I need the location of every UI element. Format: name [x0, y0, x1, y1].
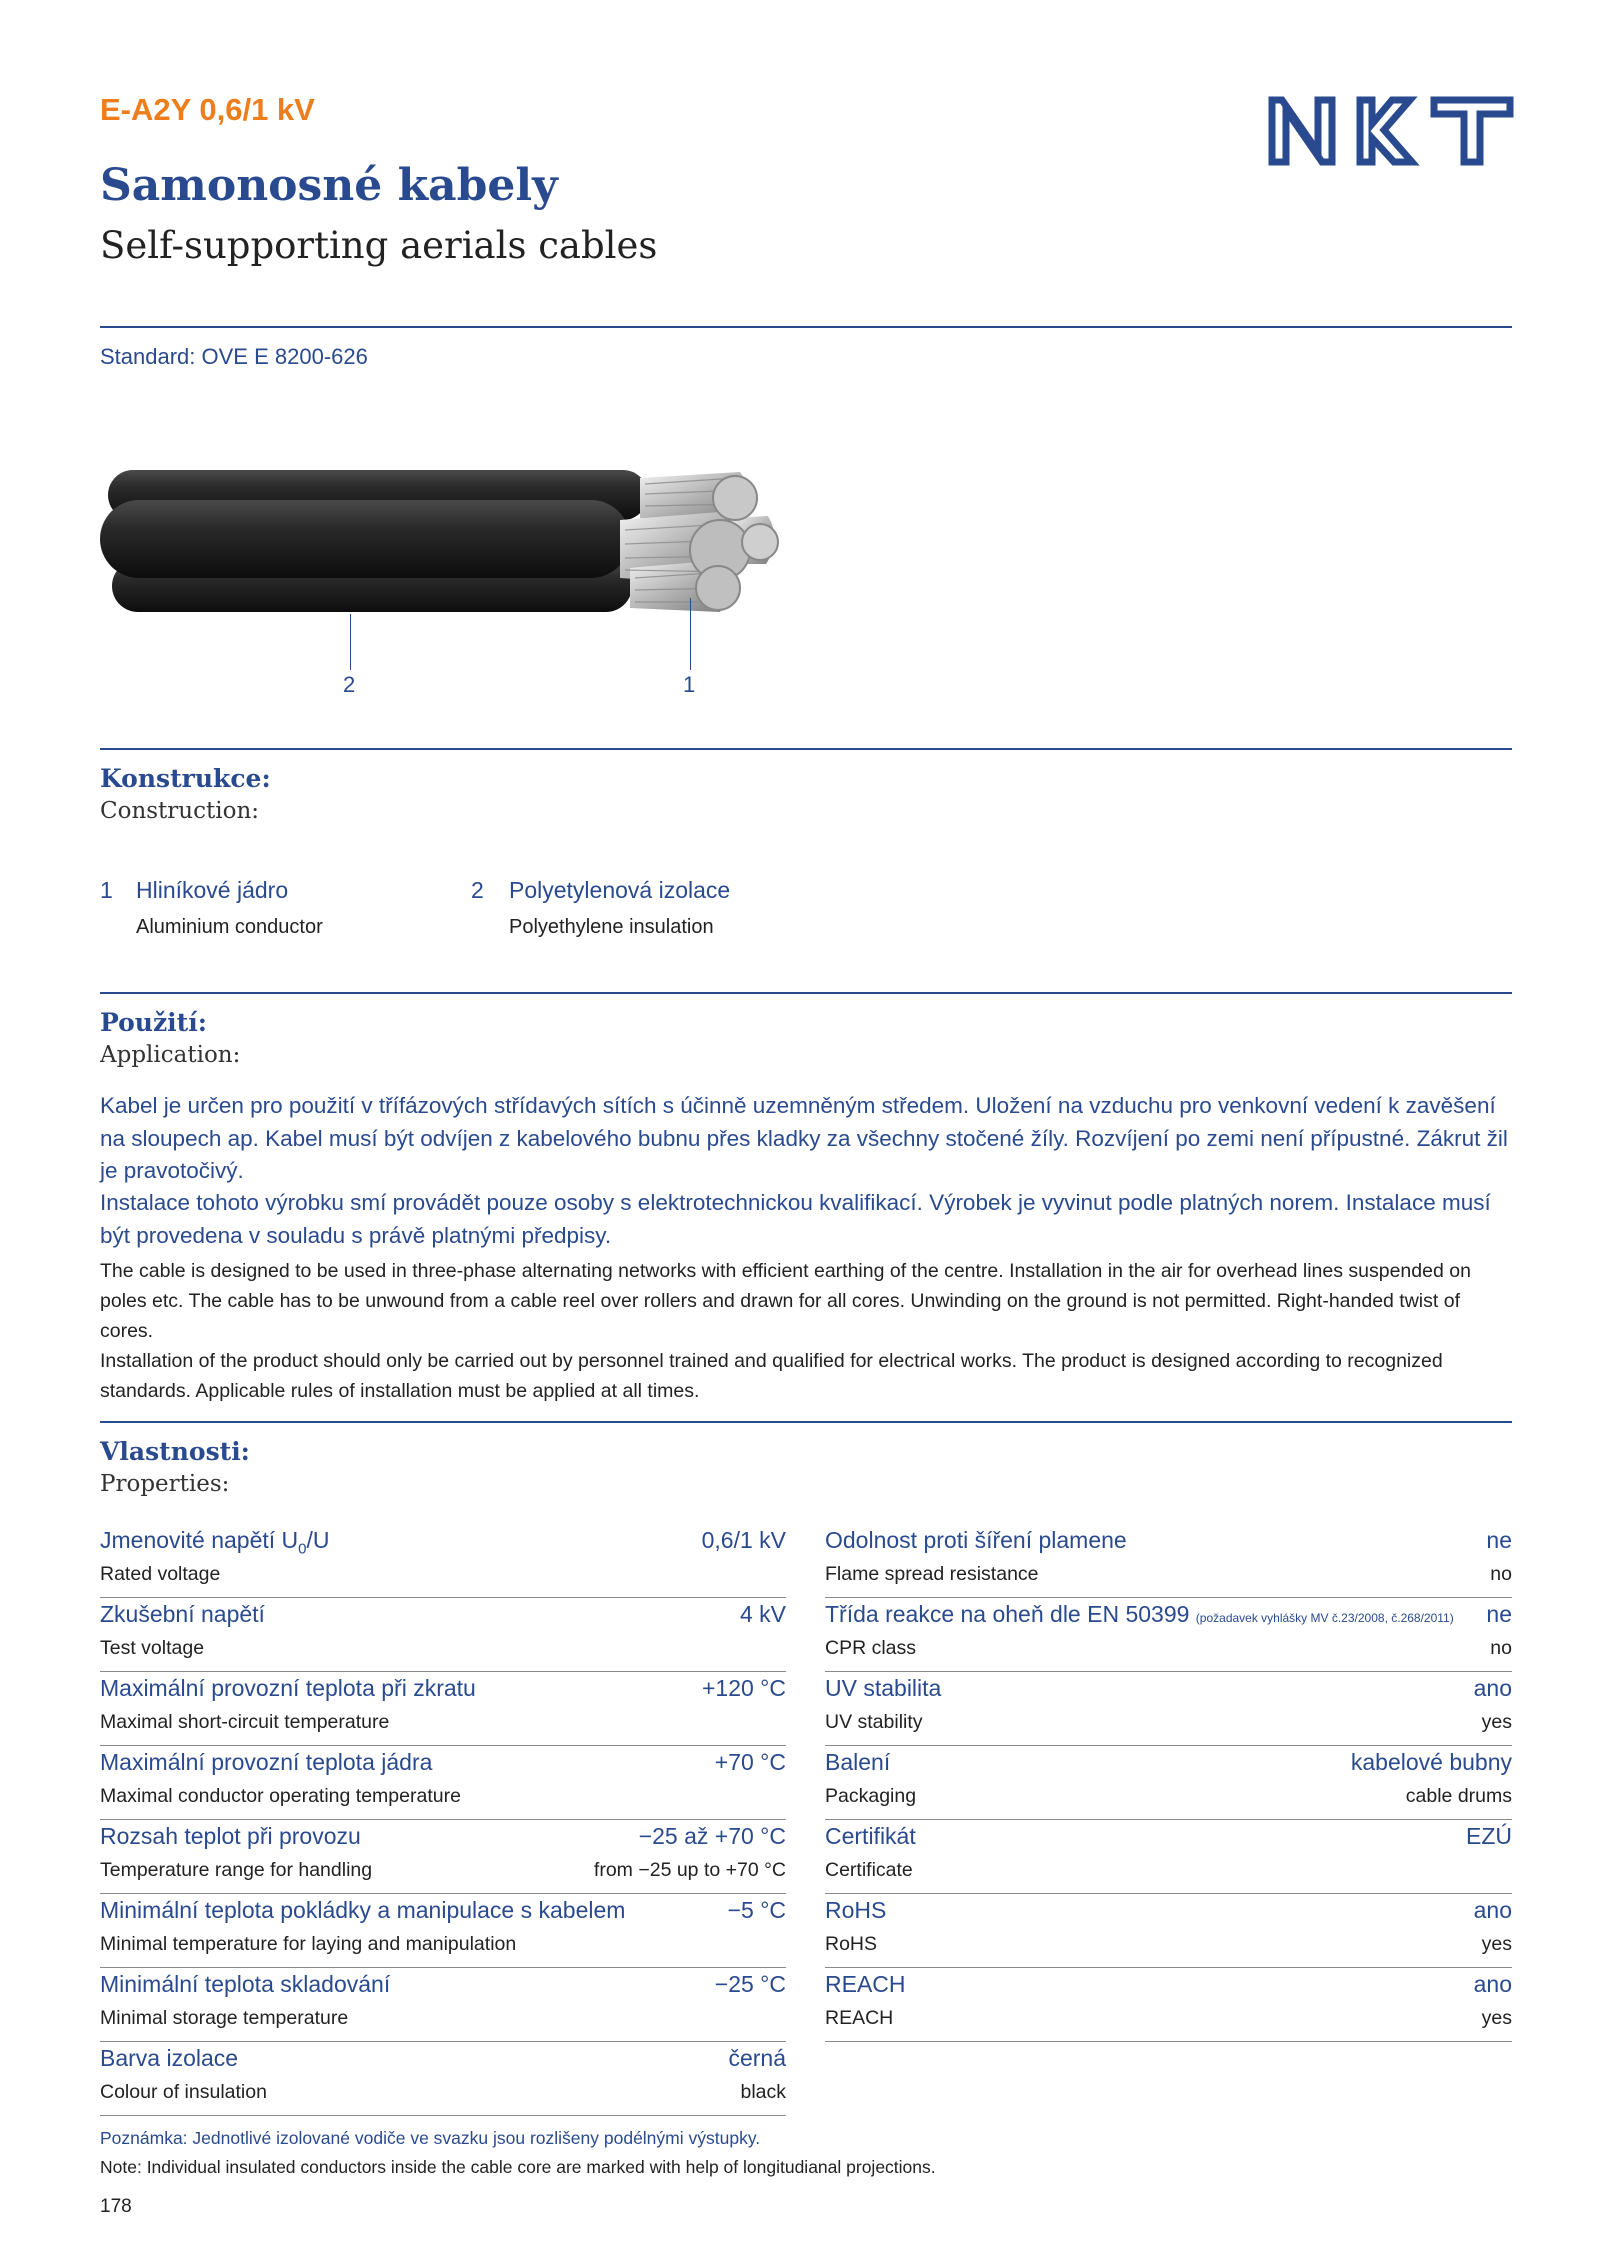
- section-divider: [100, 1421, 1512, 1423]
- construction-item-number: 1: [100, 877, 113, 903]
- property-label-en: UV stability: [825, 1711, 923, 1733]
- property-label-en: RoHS: [825, 1933, 878, 1955]
- construction-item-cz: Hliníkové jádro: [136, 877, 289, 903]
- property-label-en: Rated voltage: [100, 1563, 221, 1585]
- construction-title: Konstrukce:: [100, 764, 271, 793]
- property-value-en: yes: [1481, 2007, 1512, 2029]
- row-divider: [825, 1893, 1512, 1894]
- cable-illustration: [100, 460, 800, 670]
- row-divider: [100, 1745, 786, 1746]
- property-row: [825, 1601, 1512, 1675]
- property-label-en: Minimal storage temperature: [100, 2007, 349, 2029]
- property-row: [100, 1527, 786, 1601]
- property-label-cz: Rozsah teplot při provozu: [100, 1823, 361, 1849]
- section-divider: [100, 748, 1512, 750]
- property-value-cz: ne: [1486, 1527, 1512, 1553]
- properties-title: Vlastnosti:: [100, 1437, 250, 1466]
- row-divider: [100, 1967, 786, 1968]
- application-text-cz-2: Instalace tohoto výrobku smí provádět pouze osoby s elektrotechnickou kvalifikací. Výrobek je vyvinut podle platných norem. Instalace musí být provedena v souladu s právě platnými předpisy.: [100, 1190, 1491, 1248]
- property-label-cz: UV stabilita: [825, 1675, 942, 1701]
- page-title: Samonosné kabely: [100, 160, 558, 211]
- row-divider: [825, 1745, 1512, 1746]
- footnote-cz: Poznámka: Jednotlivé izolované vodiče ve svazku jsou rozlišeny podélnými výstupky.: [100, 2128, 761, 2148]
- construction-item-en: Polyethylene insulation: [509, 916, 714, 938]
- property-label-en: Maximal conductor operating temperature: [100, 1785, 461, 1807]
- regulation-note: (požadavek vyhlášky MV č.23/2008, č.268/2011): [1195, 1611, 1454, 1625]
- row-divider: [100, 1671, 786, 1672]
- application-text-cz: Kabel je určen pro použití v třífázových střídavých sítích s účinně uzemněným středem. Uložení na vzduchu pro venkovní vedení k zavěšení na sloupech ap. Kabel musí být odvíjen z kabelového bubnu přes kladky za všechny stočené žíly. Rozvíjení po zemi není přípustné. Zákrut žil je pravotočivý.: [100, 1093, 1508, 1183]
- application-text-en-2: Installation of the product should only be carried out by personnel trained and qualified for electrical works. The product is designed according to recognized standards. Applicable rules of installation must be applied at all times.: [100, 1350, 1443, 1402]
- construction-subtitle: Construction:: [100, 798, 260, 824]
- row-divider: [825, 1671, 1512, 1672]
- property-value-en: from −25 up to +70 °C: [593, 1859, 786, 1881]
- property-row: [100, 1675, 786, 1749]
- property-value-en: yes: [1481, 1933, 1512, 1955]
- properties-subtitle: Properties:: [100, 1471, 230, 1497]
- property-value-cz: +70 °C: [714, 1749, 786, 1775]
- property-label-en: Flame spread resistance: [825, 1563, 1039, 1585]
- callout-line-2: [350, 614, 351, 670]
- construction-item-en: Aluminium conductor: [136, 916, 323, 938]
- row-divider: [100, 1893, 786, 1894]
- property-label-en: Packaging: [825, 1785, 917, 1807]
- property-row: [100, 1749, 786, 1823]
- row-divider: [100, 1819, 786, 1820]
- property-label-en: Maximal short-circuit temperature: [100, 1711, 390, 1733]
- property-label-cz: Maximální provozní teplota jádra: [100, 1749, 433, 1775]
- row-divider: [825, 1597, 1512, 1598]
- property-value-en: black: [740, 2081, 786, 2103]
- property-label-cz: Certifikát: [825, 1823, 916, 1849]
- property-label-cz: RoHS: [825, 1897, 887, 1923]
- callout-number-1: 1: [683, 672, 696, 697]
- product-code: E-A2Y 0,6/1 kV: [100, 92, 315, 127]
- application-subtitle: Application:: [100, 1042, 241, 1068]
- property-value-cz: ano: [1473, 1675, 1512, 1701]
- callout-line-1: [690, 598, 691, 670]
- property-value-cz: −5 °C: [727, 1897, 786, 1923]
- construction-item-number: 2: [471, 877, 484, 903]
- property-row: [100, 1823, 786, 1897]
- property-label-cz: Třída reakce na oheň dle EN 50399 (požadavek vyhlášky MV č.23/2008, č.268/2011): [825, 1601, 1454, 1627]
- property-row: [825, 1971, 1512, 2045]
- property-label-cz: Jmenovité napětí $U_0/U$: [100, 1527, 330, 1558]
- property-label-en: Test voltage: [100, 1637, 205, 1659]
- property-label-en: CPR class: [825, 1637, 917, 1659]
- property-label-cz: Balení: [825, 1749, 891, 1775]
- row-divider: [100, 2041, 786, 2042]
- row-divider: [825, 1819, 1512, 1820]
- row-divider: [100, 1597, 786, 1598]
- property-value-en: no: [1490, 1563, 1512, 1585]
- property-label-cz: Minimální teplota pokládky a manipulace s kabelem: [100, 1897, 626, 1923]
- header-divider: [100, 326, 1512, 328]
- property-value-en: yes: [1481, 1711, 1512, 1733]
- property-value-cz: kabelové bubny: [1350, 1749, 1512, 1775]
- construction-item-cz: Polyetylenová izolace: [509, 877, 731, 903]
- row-divider: [100, 2115, 786, 2116]
- property-label-cz: Zkušební napětí: [100, 1601, 265, 1627]
- property-label-en: Colour of insulation: [100, 2081, 267, 2103]
- page-subtitle: Self-supporting aerials cables: [100, 224, 658, 267]
- application-text-en: The cable is designed to be used in three-phase alternating networks with efficient earthing of the centre. Installation in the air for overhead lines suspended on poles etc. The cable has to be unwound from a cable reel over rollers and drawn for all cores. Unwinding on the ground is not permitted. Right-handed twist of cores.: [100, 1260, 1471, 1342]
- row-divider: [825, 2041, 1512, 2042]
- nkt-logo: [1268, 96, 1514, 166]
- property-value-cz: ne: [1486, 1601, 1512, 1627]
- property-row: [825, 1749, 1512, 1823]
- property-row: [100, 1971, 786, 2045]
- property-row: [825, 1675, 1512, 1749]
- property-value-cz: EZÚ: [1466, 1823, 1512, 1849]
- property-value-en: cable drums: [1405, 1785, 1512, 1807]
- property-value-cz: černá: [728, 2045, 786, 2071]
- section-divider: [100, 992, 1512, 994]
- property-row: [825, 1527, 1512, 1601]
- property-value-cz: −25 až +70 °C: [638, 1823, 786, 1849]
- property-value-cz: 4 kV: [739, 1601, 786, 1627]
- property-label-cz: Maximální provozní teplota při zkratu: [100, 1675, 476, 1701]
- property-value-cz: ano: [1473, 1971, 1512, 1997]
- application-title: Použití:: [100, 1008, 207, 1037]
- property-label-en: Minimal temperature for laying and manipulation: [100, 1933, 517, 1955]
- property-row: [825, 1897, 1512, 1971]
- callout-number-2: 2: [343, 672, 356, 697]
- property-label-en: REACH: [825, 2007, 894, 2029]
- property-label-en: Certificate: [825, 1859, 913, 1881]
- property-label-cz: Odolnost proti šíření plamene: [825, 1527, 1127, 1553]
- property-value-cz: −25 °C: [714, 1971, 786, 1997]
- property-label-cz: Minimální teplota skladování: [100, 1971, 391, 1997]
- property-label-cz: REACH: [825, 1971, 906, 1997]
- property-row: [100, 2045, 786, 2119]
- property-row: [825, 1823, 1512, 1897]
- row-divider: [825, 1967, 1512, 1968]
- property-row: [100, 1897, 786, 1971]
- property-value-cz: 0,6/1 kV: [701, 1527, 786, 1553]
- property-row: [100, 1601, 786, 1675]
- property-value-en: no: [1490, 1637, 1512, 1659]
- property-label-en: Temperature range for handling: [100, 1859, 373, 1881]
- property-value-cz: +120 °C: [701, 1675, 786, 1701]
- footnote-en: Note: Individual insulated conductors inside the cable core are marked with help of longitudianal projections.: [100, 2157, 936, 2177]
- property-label-cz: Barva izolace: [100, 2045, 239, 2071]
- page-number: 178: [100, 2196, 132, 2217]
- standard-label: Standard: OVE E 8200-626: [100, 344, 368, 369]
- property-value-cz: ano: [1473, 1897, 1512, 1923]
